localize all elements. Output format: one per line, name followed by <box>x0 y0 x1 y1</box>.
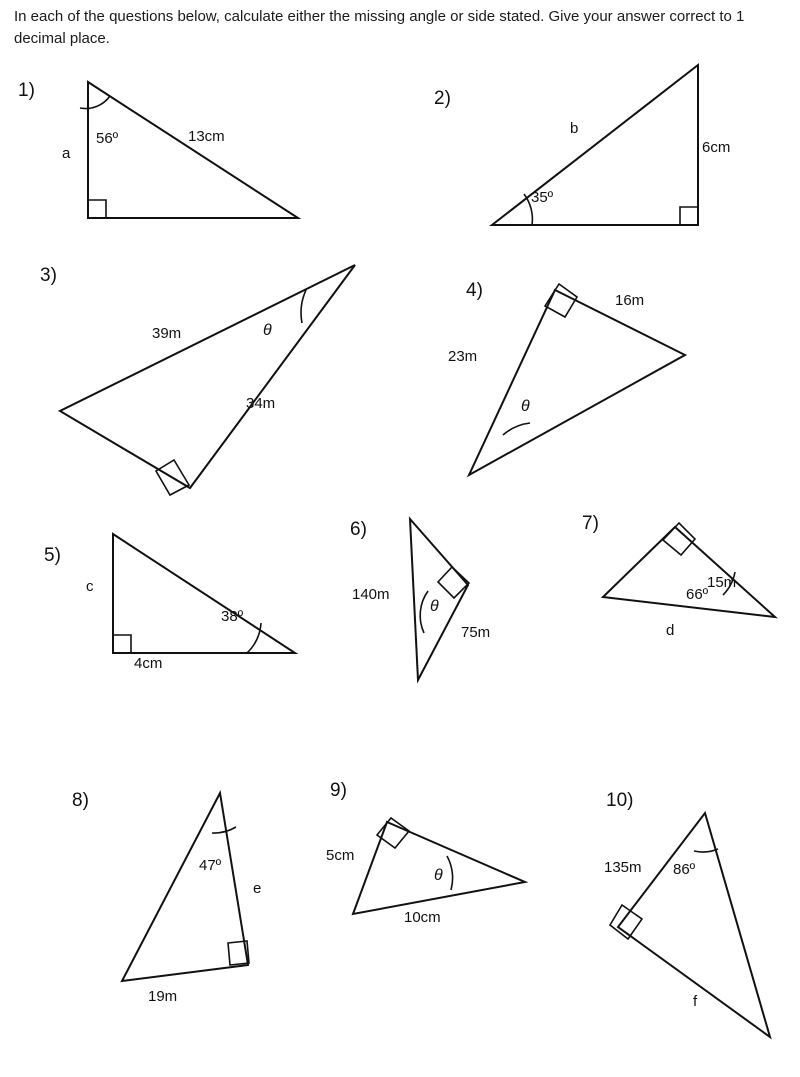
label-5-angle: 38º <box>221 608 244 625</box>
angle-arc-8 <box>212 827 236 833</box>
triangle-8-svg <box>110 785 290 1005</box>
label-10-side-135m: 135m <box>604 859 642 876</box>
label-6-unknown-theta: θ <box>430 598 439 615</box>
figure-6 <box>380 505 520 695</box>
triangle-4-outline <box>469 290 685 475</box>
question-number-1: 1) <box>18 80 35 101</box>
triangle-6-svg <box>380 505 520 695</box>
triangle-1-outline <box>88 82 298 218</box>
label-3-side-39m: 39m <box>152 325 182 342</box>
question-number-3: 3) <box>40 265 57 286</box>
triangle-1-svg <box>60 70 320 250</box>
label-2-angle: 35º <box>531 189 554 206</box>
triangle-5-svg <box>85 525 325 685</box>
label-1-unknown-a: a <box>62 145 71 162</box>
label-6-side-140m: 140m <box>352 586 390 603</box>
right-angle-marker-5 <box>113 635 131 653</box>
label-7-angle: 66º <box>686 586 709 603</box>
question-number-8: 8) <box>72 790 89 811</box>
label-8-side-19m: 19m <box>148 988 178 1005</box>
label-9-unknown-theta: θ <box>434 867 443 884</box>
angle-arc-6 <box>420 591 428 633</box>
question-number-10: 10) <box>606 790 634 811</box>
angle-arc-1 <box>80 96 110 109</box>
question-number-6: 6) <box>350 519 367 540</box>
label-4-side-16m: 16m <box>615 292 645 309</box>
figure-8 <box>110 785 290 1005</box>
triangle-7-outline <box>603 527 775 617</box>
label-9-side-5cm: 5cm <box>326 847 355 864</box>
figure-2 <box>470 55 730 235</box>
label-8-angle: 47º <box>199 857 222 874</box>
instructions-text: In each of the questions below, calculate either the missing angle or side stated. Give your answer correct to 1 decimal place. <box>14 8 745 47</box>
triangle-10-svg <box>600 805 800 1055</box>
triangle-2-svg <box>470 55 730 235</box>
label-6-side-75m: 75m <box>461 624 491 641</box>
question-number-5: 5) <box>44 545 61 566</box>
label-1-side-13cm: 13cm <box>188 128 225 145</box>
figure-1 <box>60 70 320 250</box>
label-4-side-23m: 23m <box>448 348 478 365</box>
label-10-angle: 86º <box>673 861 696 878</box>
angle-arc-9 <box>447 856 453 890</box>
label-9-side-10cm: 10cm <box>404 909 441 926</box>
triangle-2-outline <box>492 65 698 225</box>
label-5-unknown-c: c <box>86 578 94 595</box>
label-3-unknown-theta: θ <box>263 322 272 339</box>
triangle-7-svg <box>595 515 795 655</box>
label-2-unknown-b: b <box>570 120 579 137</box>
angle-arc-3 <box>301 290 306 323</box>
question-number-9: 9) <box>330 780 347 801</box>
question-number-4: 4) <box>466 280 483 301</box>
question-number-7: 7) <box>582 513 599 534</box>
right-angle-marker-1 <box>88 200 106 218</box>
label-8-unknown-e: e <box>253 880 262 897</box>
figure-7 <box>595 515 795 655</box>
triangle-5-outline <box>113 534 295 653</box>
figure-5 <box>85 525 325 685</box>
angle-arc-4 <box>503 423 530 435</box>
angle-arc-10 <box>694 849 718 852</box>
figure-10 <box>600 805 800 1055</box>
label-10-unknown-f: f <box>693 993 698 1010</box>
label-2-side-6cm: 6cm <box>702 139 731 156</box>
label-5-side-4cm: 4cm <box>134 655 163 672</box>
label-7-unknown-d: d <box>666 622 675 639</box>
triangle-4-svg <box>455 275 715 495</box>
triangle-3-outline <box>60 265 355 488</box>
right-angle-marker-9 <box>377 818 409 848</box>
right-angle-marker-7 <box>663 523 695 555</box>
angle-arc-5 <box>247 623 261 653</box>
label-7-side-15m: 15m <box>707 574 737 591</box>
triangle-6-outline <box>410 519 468 680</box>
triangle-3-svg <box>50 255 380 505</box>
figure-4 <box>455 275 715 495</box>
right-angle-marker-2 <box>680 207 698 225</box>
label-4-unknown-theta: θ <box>521 398 530 415</box>
label-3-side-34m: 34m <box>246 395 276 412</box>
question-number-2: 2) <box>434 88 451 109</box>
label-1-angle: 56º <box>96 130 119 147</box>
figure-3 <box>50 255 380 505</box>
